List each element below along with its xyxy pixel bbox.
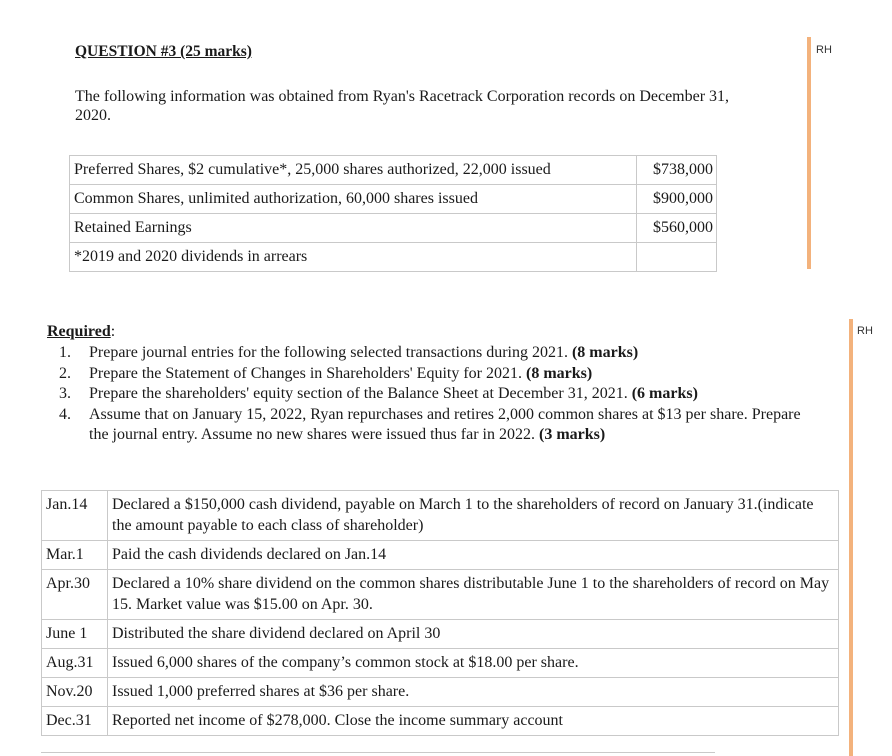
transaction-date: Mar.1 <box>42 541 108 570</box>
transaction-date: Aug.31 <box>42 649 108 678</box>
table-continuation-line <box>41 752 715 753</box>
table-row <box>42 541 839 570</box>
table-row <box>42 649 839 678</box>
transactions-table <box>41 490 839 736</box>
list-marks: (8 marks) <box>526 364 593 382</box>
balance-value: $560,000 <box>637 214 717 243</box>
list-text: Assume that on January 15, 2022, Ryan repurchases and retires 2,000 common shares at $13 per share. Prepare the journal entry. Assume no new shares were issued thus far in 2022. <box>89 405 801 443</box>
comment-bar[interactable] <box>807 37 811 269</box>
transaction-description: Reported net income of $278,000. Close the income summary account <box>108 707 839 736</box>
list-item <box>47 364 817 385</box>
list-text: Prepare the shareholders' equity section of the Balance Sheet at December 31, 2021. <box>89 385 628 402</box>
balances-table <box>69 155 717 272</box>
balance-label: Preferred Shares, $2 cumulative*, 25,000 shares authorized, 22,000 issued <box>70 156 637 185</box>
list-number: 3. <box>59 385 71 402</box>
comment-initials[interactable]: RH <box>816 44 832 56</box>
list-number: 4. <box>59 405 71 423</box>
list-text: Prepare the Statement of Changes in Shareholders' Equity for 2021. <box>89 364 522 382</box>
list-marks: (8 marks) <box>571 344 639 361</box>
balance-label: Retained Earnings <box>70 214 637 243</box>
transaction-description: Distributed the share dividend declared on April 30 <box>108 620 839 649</box>
balance-label: Common Shares, unlimited authorization, 60,000 shares issued <box>70 185 637 214</box>
table-row <box>42 678 839 707</box>
table-row <box>42 707 839 736</box>
list-item <box>47 343 817 364</box>
balance-label: *2019 and 2020 dividends in arrears <box>70 243 637 272</box>
transaction-date: Nov.20 <box>42 678 108 707</box>
balance-value: $738,000 <box>637 156 717 185</box>
list-marks: (3 marks) <box>538 426 606 443</box>
question-title: QUESTION #3 (25 marks) <box>75 43 252 60</box>
list-item <box>47 405 817 446</box>
transaction-date: Jan.14 <box>42 491 108 541</box>
table-row <box>70 214 717 243</box>
table-row <box>70 185 717 214</box>
list-item <box>47 384 817 405</box>
balance-value <box>637 243 717 272</box>
table-row <box>42 491 839 541</box>
table-row <box>70 243 717 272</box>
list-text: Prepare journal entries for the following selected transactions during 2021. <box>89 344 568 361</box>
table-row <box>42 620 839 649</box>
transaction-description: Declared a 10% share dividend on the common shares distributable June 1 to the shareholders of record on May 15. Market value was $15.00 on Apr. 30. <box>108 570 839 620</box>
transaction-description: Declared a $150,000 cash dividend, payable on March 1 to the shareholders of record on January 31.(indicate the amount payable to each class of shareholder) <box>108 491 839 541</box>
required-heading-text: Required <box>47 323 111 340</box>
transaction-date: Apr.30 <box>42 570 108 620</box>
comment-bar[interactable] <box>849 319 853 756</box>
table-row <box>42 570 839 620</box>
list-marks: (6 marks) <box>631 385 698 402</box>
table-row <box>70 156 717 185</box>
transaction-description: Issued 1,000 preferred shares at $36 per share. <box>108 678 839 707</box>
comment-initials[interactable]: RH <box>857 325 873 337</box>
transaction-date: Dec.31 <box>42 707 108 736</box>
transaction-description: Issued 6,000 shares of the company’s common stock at $18.00 per share. <box>108 649 839 678</box>
required-list <box>47 343 817 446</box>
question-intro: The following information was obtained from Ryan's Racetrack Corporation records on December 31, 2020. <box>75 88 730 124</box>
transaction-description: Paid the cash dividends declared on Jan.14 <box>108 541 839 570</box>
list-number: 2. <box>59 364 71 382</box>
balance-value: $900,000 <box>637 185 717 214</box>
list-number: 1. <box>59 344 71 361</box>
transaction-date: June 1 <box>42 620 108 649</box>
required-colon: : <box>110 323 116 340</box>
required-heading <box>47 322 115 342</box>
